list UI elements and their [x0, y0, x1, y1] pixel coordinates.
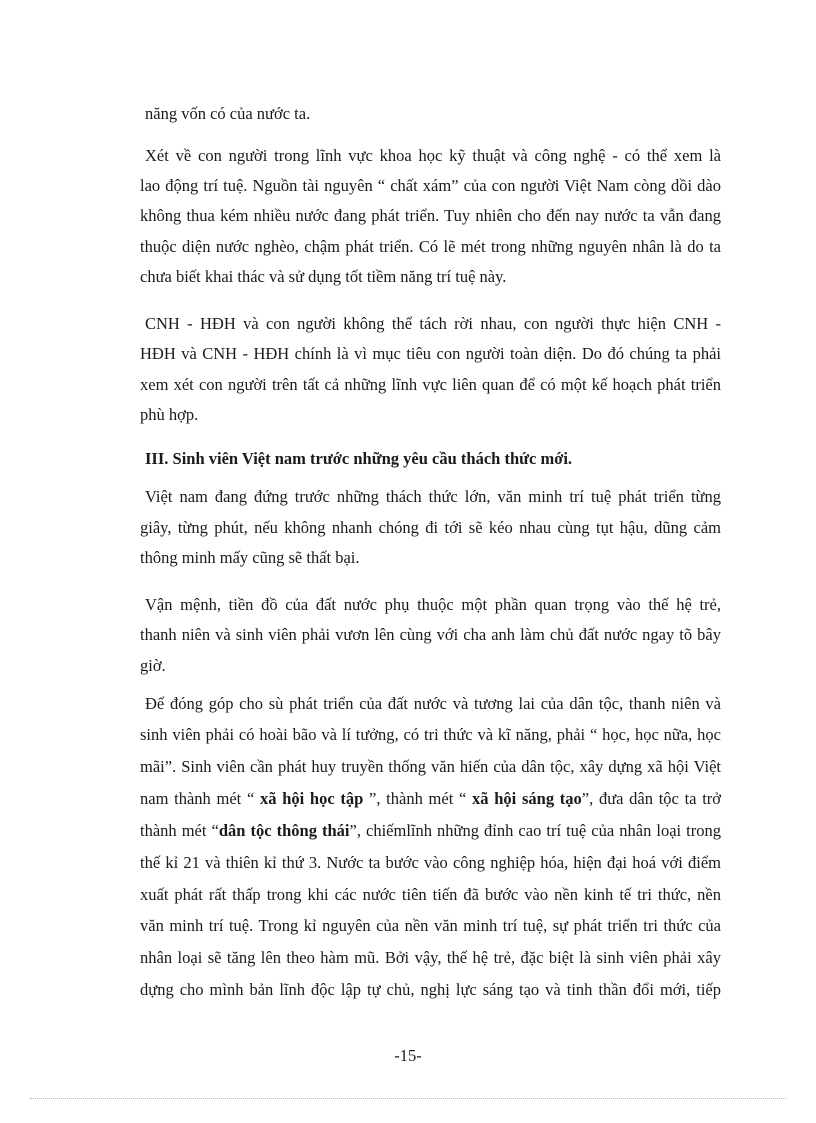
emphasis-creative-society: xã hội sáng tạo — [472, 789, 582, 808]
text-line: chưa biết khai thác và sử dụng tốt tiềm năng trí tuệ này. — [140, 267, 507, 286]
text-line: thanh niên và sinh viên phải vươn lên cùng với cha anh làm chủ đất nước ngay tõ bây — [140, 625, 721, 644]
text-line: thuộc diện nước nghèo, chậm phát triển. Có lẽ mét trong những nguyên nhân là do ta — [140, 237, 721, 256]
text-line: Vận mệnh, tiền đồ của đất nước phụ thuộc một phần quan trọng vào thế hệ trẻ, — [145, 595, 721, 614]
emphasis-learning-society: xã hội học tập — [259, 789, 364, 808]
text-line-rich — [140, 820, 721, 842]
text-line: HĐH và CNH - HĐH chính là vì mục tiêu con người toàn diện. Do đó chúng ta phải — [140, 344, 721, 363]
text-line: lao động trí tuệ. Nguồn tài nguyên “ chất xám” của con người Việt Nam còng dồi dào — [140, 176, 721, 195]
text-line: văn minh trí tuệ. Trong kỉ nguyên của nền văn minh trí tuệ, sự phát triển tri thức của — [140, 916, 721, 935]
page-bottom-divider — [30, 1098, 786, 1099]
text-line: sinh viên phải có hoài bão và lí tưởng, có tri thức và kĩ năng, phải “ học, học nữa, học — [140, 725, 721, 744]
text-line: thông minh mấy cũng sẽ thất bại. — [140, 548, 360, 567]
text-line: Việt nam đang đứng trước những thách thức lớn, văn minh trí tuệ phát triển từng — [145, 487, 721, 506]
text-line: dựng cho mình bản lĩnh độc lập tự chủ, nghị lực sáng tạo và tinh thần đổi mới, tiếp — [140, 980, 721, 999]
text-run: ”, đưa dân tộc ta trở — [581, 789, 722, 808]
text-line-rich — [140, 788, 721, 810]
text-line: xuất phát rất thấp trong khi các nước tiên tiến đã bước vào nền kinh tế tri thức, nền — [140, 885, 721, 904]
text-line: nhân loại sẽ tăng lên theo hàm mũ. Bởi vậy, thế hệ trẻ, đặc biệt là sinh viên phải xây — [140, 948, 721, 967]
section-heading: III. Sinh viên Việt nam trước những yêu cầu thách thức mới. — [145, 449, 573, 468]
text-run: nam thành mét “ — [140, 789, 260, 808]
emphasis-wise-nation: dân tộc thông thái — [218, 821, 350, 840]
text-line: Để đóng góp cho sù phát triển của đất nước và tương lai của dân tộc, thanh niên và — [145, 694, 721, 713]
text-run: ”, chiếmlĩnh những đỉnh cao trí tuệ của nhân loại trong — [349, 821, 721, 840]
text-line: phù hợp. — [140, 405, 199, 424]
text-run: thành mét “ — [140, 821, 219, 840]
text-run: ”, thành mét “ — [363, 789, 473, 808]
text-line: mãi”. Sinh viên cần phát huy truyền thống văn hiến của dân tộc, xây dựng xã hội Việt — [140, 757, 721, 776]
text-line: CNH - HĐH và con người không thể tách rời nhau, con người thực hiện CNH - — [145, 314, 721, 333]
text-line: Xét về con người trong lĩnh vực khoa học kỹ thuật và công nghệ - có thể xem là — [145, 146, 721, 165]
page-number: -15- — [394, 1046, 422, 1065]
document-page — [140, 0, 722, 1123]
text-line: xem xét con người trên tất cả những lĩnh vực liên quan để có một kế hoạch phát triển — [140, 375, 721, 394]
text-line: giây, từng phút, nếu không nhanh chóng đi tới sẽ kéo nhau cùng tụt hậu, dũng cảm — [140, 518, 721, 537]
text-line: không thua kém nhiều nước đang phát triển. Tuy nhiên cho đến nay nước ta vẫn đang — [140, 206, 721, 225]
text-line: thế kỉ 21 và thiên kỉ thứ 3. Nước ta bước vào công nghiệp hóa, hiện đại hoá với điểm — [140, 853, 721, 872]
text-line: năng vốn có của nước ta. — [145, 104, 311, 123]
text-line: giờ. — [140, 656, 166, 675]
